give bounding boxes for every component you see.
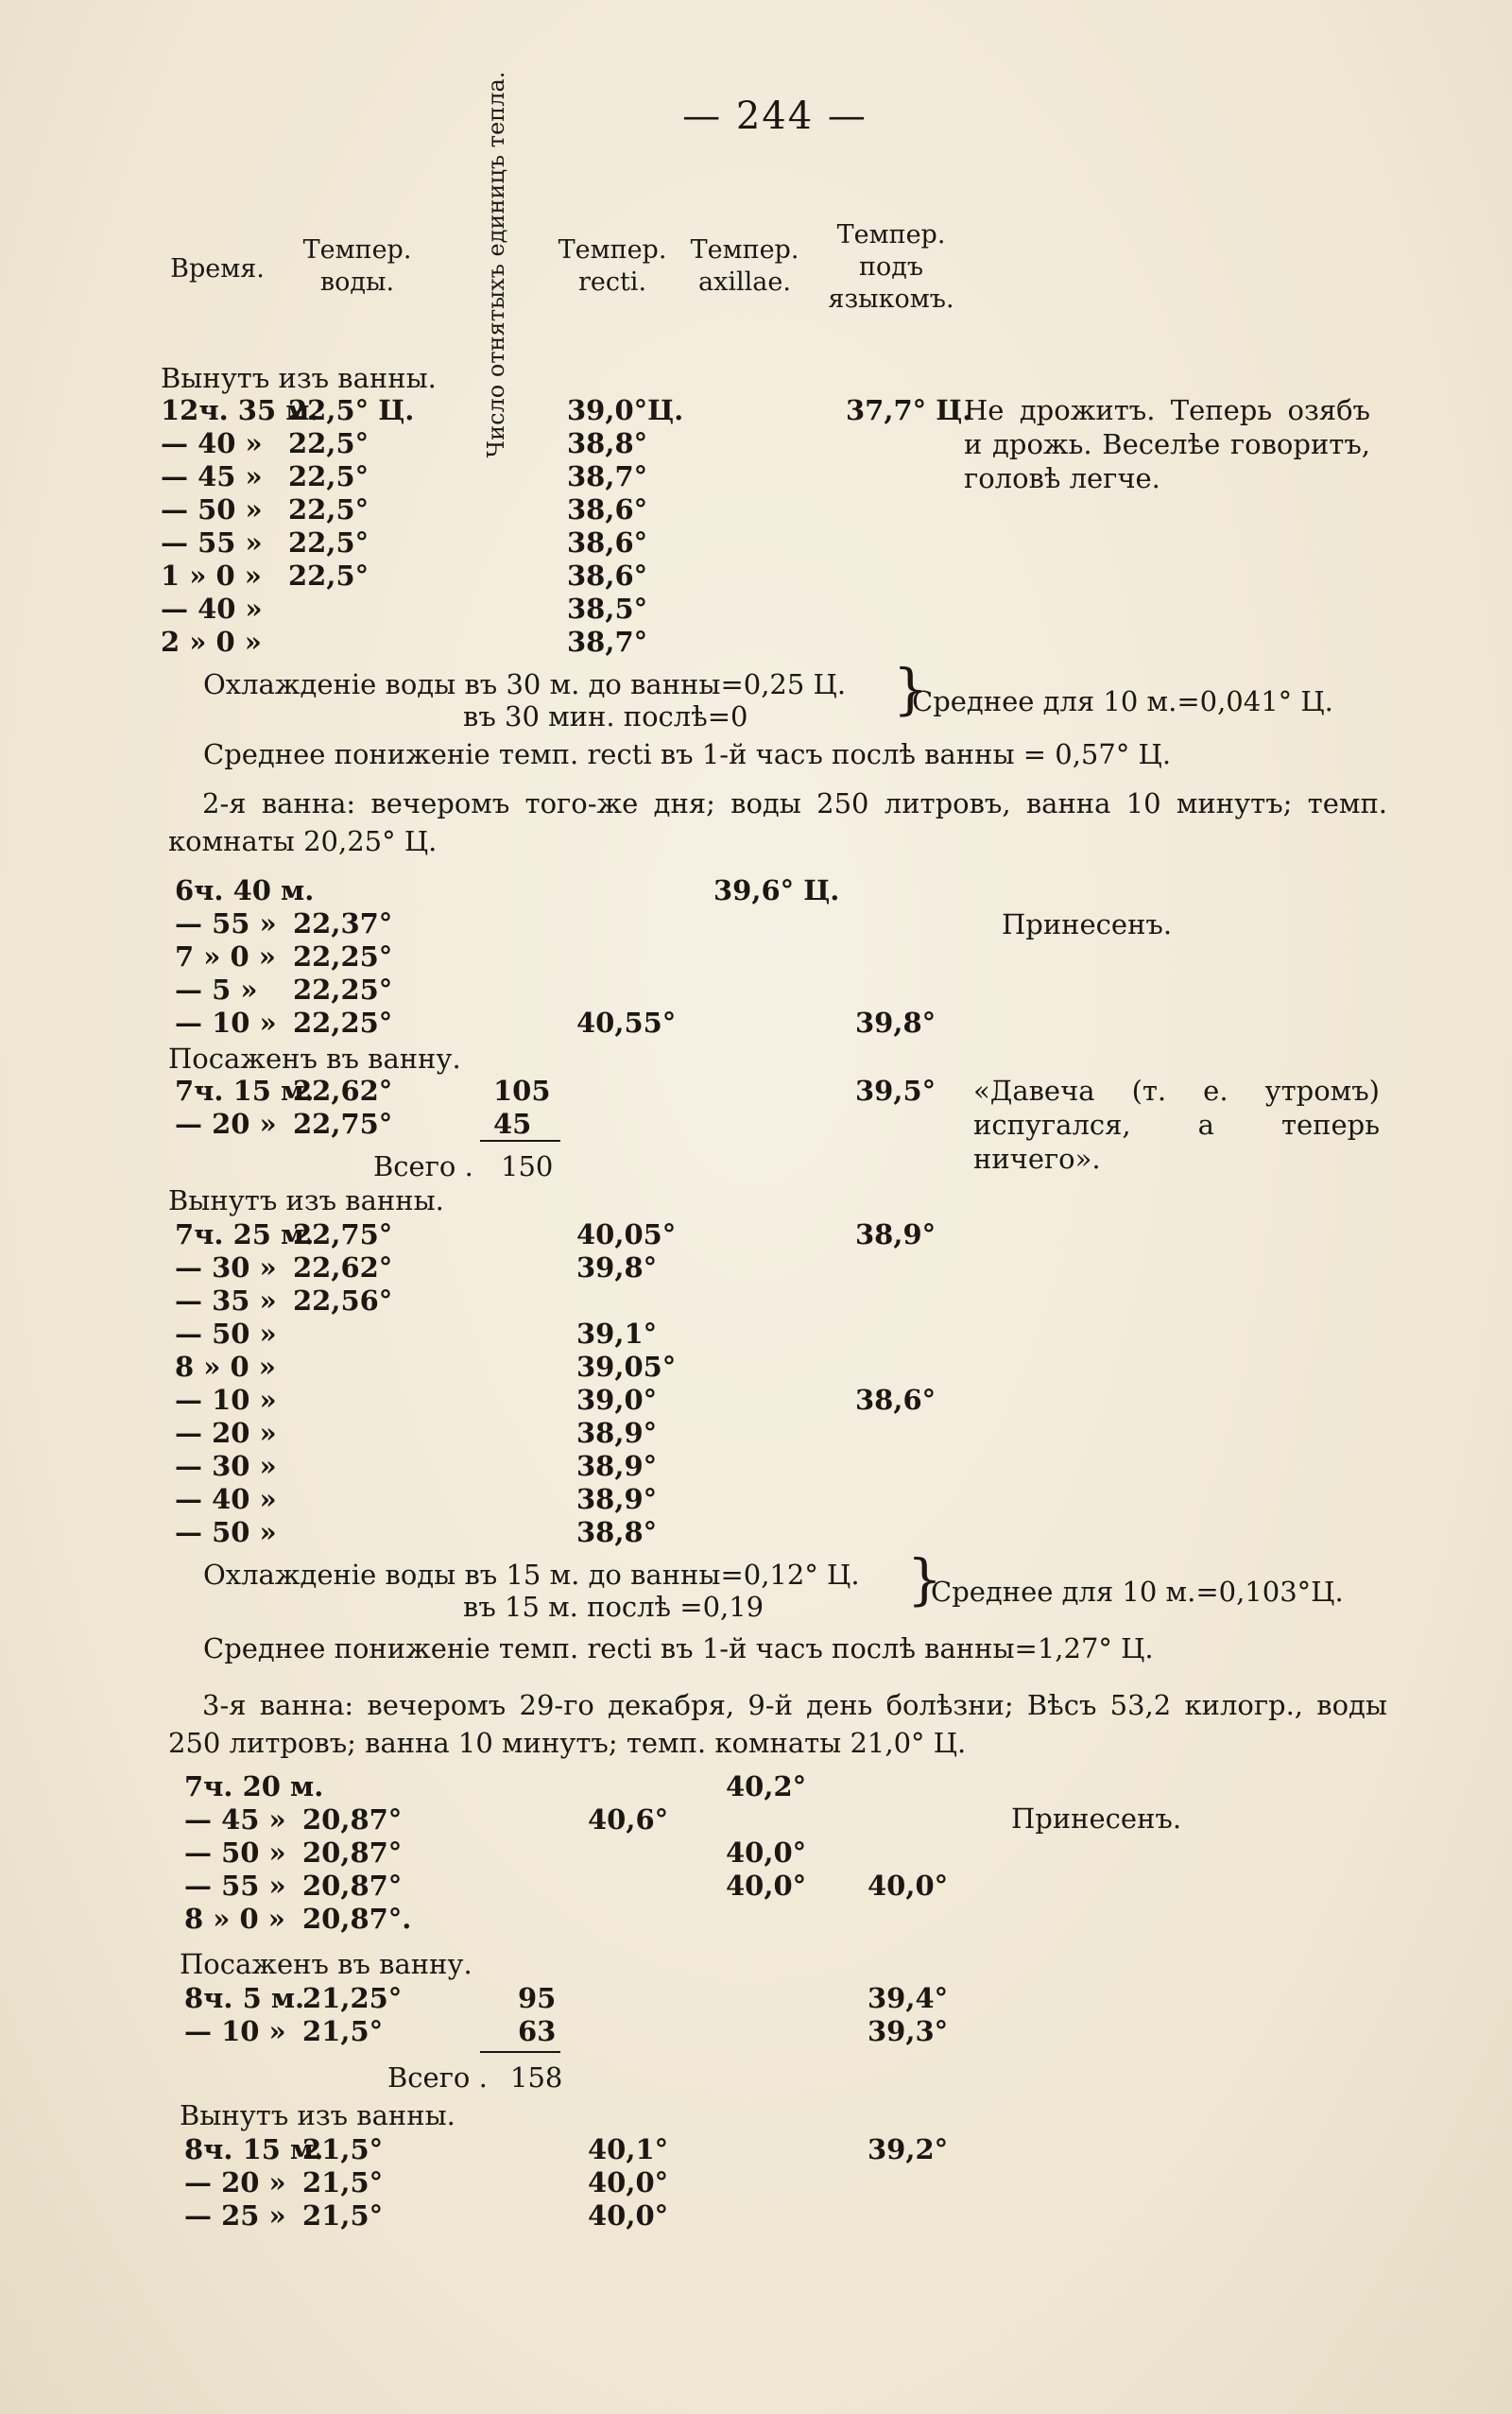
rectal-temp-cell: 38,6° — [567, 493, 648, 526]
water-temp-cell: 20,87°. — [302, 1903, 412, 1935]
table-row — [0, 559, 1512, 593]
brace: } — [893, 657, 928, 721]
time-cell: 7ч. 20 м. — [184, 1770, 324, 1802]
heat-units-cell: 63 — [518, 2015, 557, 2047]
water-temp-cell: 21,5° — [302, 2015, 384, 2047]
time-cell: 7ч. 25 м. — [175, 1218, 315, 1250]
page-number: — 244 — — [682, 95, 868, 138]
rectal-temp-cell: 40,1° — [588, 2133, 669, 2165]
header-heat-units-cell — [444, 71, 548, 458]
water-temp-cell: 21,5° — [302, 2199, 384, 2232]
rectal-temp-cell: 39,0°Ц. — [567, 394, 684, 426]
axillary-temp-cell: 40,0° — [726, 1836, 807, 1869]
time-cell: — 55 » — [175, 907, 277, 940]
header-oral-temp: Темпер. подъ языкомъ. — [828, 220, 954, 314]
rectal-temp-cell: 39,0° — [576, 1384, 658, 1416]
water-temp-cell: 22,75° — [293, 1218, 393, 1250]
cooling-after: въ 30 мин. послѣ=0 — [463, 700, 748, 733]
table-row — [0, 1383, 1512, 1417]
bath2-mean-temp-drop: Среднее пониженіе темп. recti въ 1-й часъ послѣ ванны=1,27° Ц. — [203, 1632, 1154, 1664]
time-cell: — 45 » — [184, 1803, 286, 1836]
table-row — [0, 1250, 1512, 1285]
time-cell: 8 » 0 » — [184, 1903, 285, 1935]
time-cell: — 5 » — [175, 974, 258, 1006]
sum-rule — [480, 1140, 560, 1142]
time-cell: 12ч. 35 м. — [161, 394, 319, 426]
water-temp-cell: 20,87° — [302, 1803, 403, 1836]
water-temp-cell: 22,25° — [293, 974, 393, 1006]
time-cell: 8ч. 5 м. — [184, 1982, 305, 2014]
water-temp-cell: 22,5° — [288, 560, 369, 592]
header-time: Время. — [170, 254, 265, 284]
table-row — [0, 2014, 1512, 2048]
observation-note: Не дрожитъ. Теперь озябъ и дрожь. Веселѣе говоритъ, головѣ легче. — [964, 394, 1370, 494]
rectal-temp-cell: 38,9° — [576, 1450, 658, 1482]
time-cell: 8ч. 15 м. — [184, 2133, 324, 2165]
water-temp-cell: 21,5° — [302, 2133, 384, 2165]
heat-units-cell: 105 — [493, 1075, 551, 1107]
time-cell: — 45 » — [161, 460, 263, 492]
table-row — [0, 625, 1512, 659]
water-temp-cell: 22,5° — [288, 526, 369, 559]
heat-units-cell: 95 — [518, 1982, 557, 2014]
bath2-total-label: Всего . — [373, 1150, 473, 1182]
axillary-temp-cell: 39,6° Ц. — [713, 874, 840, 906]
bath2-intro: 2-я ванна: вечеромъ того-же дня; воды 250 литровъ, ванна 10 минутъ; темп. комнаты 20,25° Ц. — [168, 787, 1387, 857]
bath3-section-seated: Посаженъ въ ванну. — [180, 1948, 472, 1980]
water-temp-cell: 22,56° — [293, 1285, 393, 1317]
table-row — [0, 1769, 1512, 1803]
water-temp-cell: 22,75° — [293, 1108, 393, 1140]
bath2-in-note: «Давеча (т. е. утромъ) испугался, а теперь ничего». — [973, 1075, 1380, 1175]
bath3-total: 158 — [510, 2061, 563, 2094]
rectal-temp-cell: 39,1° — [576, 1318, 658, 1350]
water-temp-cell: 22,62° — [293, 1075, 393, 1107]
rectal-temp-cell: 38,7° — [567, 626, 648, 658]
oral-temp-cell: 39,5° — [855, 1075, 936, 1107]
time-cell: — 55 » — [161, 526, 263, 559]
rectal-temp-cell: 40,0° — [588, 2199, 669, 2232]
time-cell: 7ч. 15 м. — [175, 1075, 315, 1107]
rectal-temp-cell: 38,6° — [567, 526, 648, 559]
time-cell: — 20 » — [184, 2166, 286, 2198]
bath3-pre-note: Принесенъ. — [1011, 1802, 1182, 1835]
time-cell: — 50 » — [175, 1318, 277, 1350]
bath3-intro: 3-я ванна: вечеромъ 29-го декабря, 9-й день болѣзни; Вѣсъ 53,2 килогр., воды 250 литровъ; ванна 10 минутъ; темп. комнаты 21,0° Ц. — [168, 1689, 1387, 1759]
header-rectal-temp: Темпер. recti. — [558, 235, 667, 297]
rectal-temp-cell: 38,8° — [567, 427, 648, 459]
table-row — [0, 2132, 1512, 2166]
header-water-temp: Темпер. воды. — [302, 235, 412, 297]
time-cell: — 10 » — [184, 2015, 286, 2047]
time-cell: — 40 » — [161, 427, 263, 459]
water-temp-cell: 22,5° — [288, 460, 369, 492]
rectal-temp-cell: 40,05° — [576, 1218, 677, 1250]
water-temp-cell: 20,87° — [302, 1870, 403, 1902]
table-row — [0, 1217, 1512, 1251]
brace: } — [907, 1547, 942, 1612]
rectal-temp-cell: 40,6° — [588, 1803, 669, 1836]
mean-temp-drop: Среднее пониженіе темп. recti въ 1-й часъ послѣ ванны = 0,57° Ц. — [203, 738, 1172, 770]
rectal-temp-cell: 39,05° — [576, 1351, 677, 1383]
table-row — [0, 526, 1512, 560]
oral-temp-cell: 39,4° — [868, 1982, 949, 2014]
rectal-temp-cell: 40,0° — [588, 2166, 669, 2198]
time-cell: 8 » 0 » — [175, 1351, 276, 1383]
header-axillary-temp: Темпер. axillae. — [690, 235, 799, 297]
rectal-temp-cell: 38,8° — [576, 1516, 658, 1548]
water-temp-cell: 22,25° — [293, 940, 393, 973]
time-cell: 2 » 0 » — [161, 626, 262, 658]
time-cell: 7 » 0 » — [175, 940, 276, 973]
water-temp-cell: 22,25° — [293, 1007, 393, 1039]
time-cell: — 10 » — [175, 1007, 277, 1039]
bath3-total-label: Всего . — [387, 2061, 488, 2094]
table-row — [0, 973, 1512, 1007]
water-temp-cell: 22,5° — [288, 427, 369, 459]
axillary-temp-cell: 40,0° — [726, 1870, 807, 1902]
water-temp-cell: 22,37° — [293, 907, 393, 940]
table-row — [0, 1482, 1512, 1516]
rectal-temp-cell: 40,55° — [576, 1007, 677, 1039]
sum-rule — [480, 2051, 560, 2053]
axillary-temp-cell: 40,2° — [726, 1770, 807, 1802]
time-cell: — 20 » — [175, 1417, 277, 1449]
time-cell: — 40 » — [161, 593, 263, 625]
rectal-temp-cell: 39,8° — [576, 1251, 658, 1284]
rectal-temp-cell: 38,5° — [567, 593, 648, 625]
table-row — [0, 1416, 1512, 1450]
water-temp-cell: 22,5° Ц. — [288, 394, 415, 426]
rectal-temp-cell: 38,6° — [567, 560, 648, 592]
time-cell: — 35 » — [175, 1285, 277, 1317]
oral-temp-cell: 39,8° — [855, 1007, 936, 1039]
oral-temp-cell: 40,0° — [868, 1870, 949, 1902]
table-row — [0, 1802, 1512, 1836]
bath3-section-taken-out: Вынутъ изъ ванны. — [180, 2099, 455, 2131]
water-temp-cell: 21,25° — [302, 1982, 403, 2014]
table-row — [0, 2198, 1512, 2233]
cooling-average: Среднее для 10 м.=0,041° Ц. — [912, 685, 1333, 717]
table-row — [0, 1350, 1512, 1384]
table-row — [0, 1006, 1512, 1040]
bath2-cooling-average: Среднее для 10 м.=0,103°Ц. — [931, 1576, 1344, 1608]
time-cell: — 50 » — [161, 493, 263, 526]
bath2-cooling-before: Охлажденіе воды въ 15 м. до ванны=0,12° Ц. — [203, 1559, 860, 1591]
rectal-temp-cell: 38,7° — [567, 460, 648, 492]
heat-units-cell: 45 — [493, 1108, 532, 1140]
time-cell: — 10 » — [175, 1384, 277, 1416]
time-cell: — 30 » — [175, 1251, 277, 1284]
header-heat-units: Число отнятыхъ единицъ тепла. — [483, 71, 509, 458]
rectal-temp-cell: 38,9° — [576, 1417, 658, 1449]
bath2-section-seated: Посаженъ въ ванну. — [168, 1043, 461, 1075]
section-taken-out: Вынутъ изъ ванны. — [161, 362, 437, 394]
table-row — [0, 1449, 1512, 1483]
time-cell: 6ч. 40 м. — [175, 874, 315, 906]
time-cell: — 50 » — [175, 1516, 277, 1548]
table-row — [0, 1869, 1512, 1903]
table-row — [0, 1515, 1512, 1549]
oral-temp-cell: 38,9° — [855, 1218, 936, 1250]
table-row — [0, 492, 1512, 526]
time-cell: — 40 » — [175, 1483, 277, 1515]
time-cell: — 55 » — [184, 1870, 286, 1902]
time-cell: — 20 » — [175, 1108, 277, 1140]
table-row — [0, 1981, 1512, 2015]
table-row — [0, 1284, 1512, 1318]
water-temp-cell: 22,62° — [293, 1251, 393, 1284]
time-cell: — 30 » — [175, 1450, 277, 1482]
table-row — [0, 1902, 1512, 1936]
time-cell: 1 » 0 » — [161, 560, 262, 592]
table-row — [0, 1836, 1512, 1870]
time-cell: — 25 » — [184, 2199, 286, 2232]
oral-temp-cell: 39,2° — [868, 2133, 949, 2165]
oral-temp-cell: 39,3° — [868, 2015, 949, 2047]
table-row — [0, 873, 1512, 907]
cooling-before: Охлажденіе воды въ 30 м. до ванны=0,25 Ц. — [203, 668, 847, 700]
bath2-total: 150 — [501, 1150, 554, 1182]
table-row — [0, 906, 1512, 940]
bath2-pre-note: Принесенъ. — [1002, 908, 1173, 940]
table-row — [0, 940, 1512, 974]
rectal-temp-cell: 38,9° — [576, 1483, 658, 1515]
bath2-cooling-after: въ 15 м. послѣ =0,19 — [463, 1591, 765, 1623]
water-temp-cell: 22,5° — [288, 493, 369, 526]
bath2-section-taken-out: Вынутъ изъ ванны. — [168, 1184, 444, 1216]
water-temp-cell: 21,5° — [302, 2166, 384, 2198]
oral-temp-cell: 38,6° — [855, 1384, 936, 1416]
water-temp-cell: 20,87° — [302, 1836, 403, 1869]
table-row — [0, 1317, 1512, 1351]
oral-temp-cell: 37,7° Ц. — [846, 394, 972, 426]
table-row — [0, 2165, 1512, 2199]
time-cell: — 50 » — [184, 1836, 286, 1869]
table-row — [0, 592, 1512, 626]
